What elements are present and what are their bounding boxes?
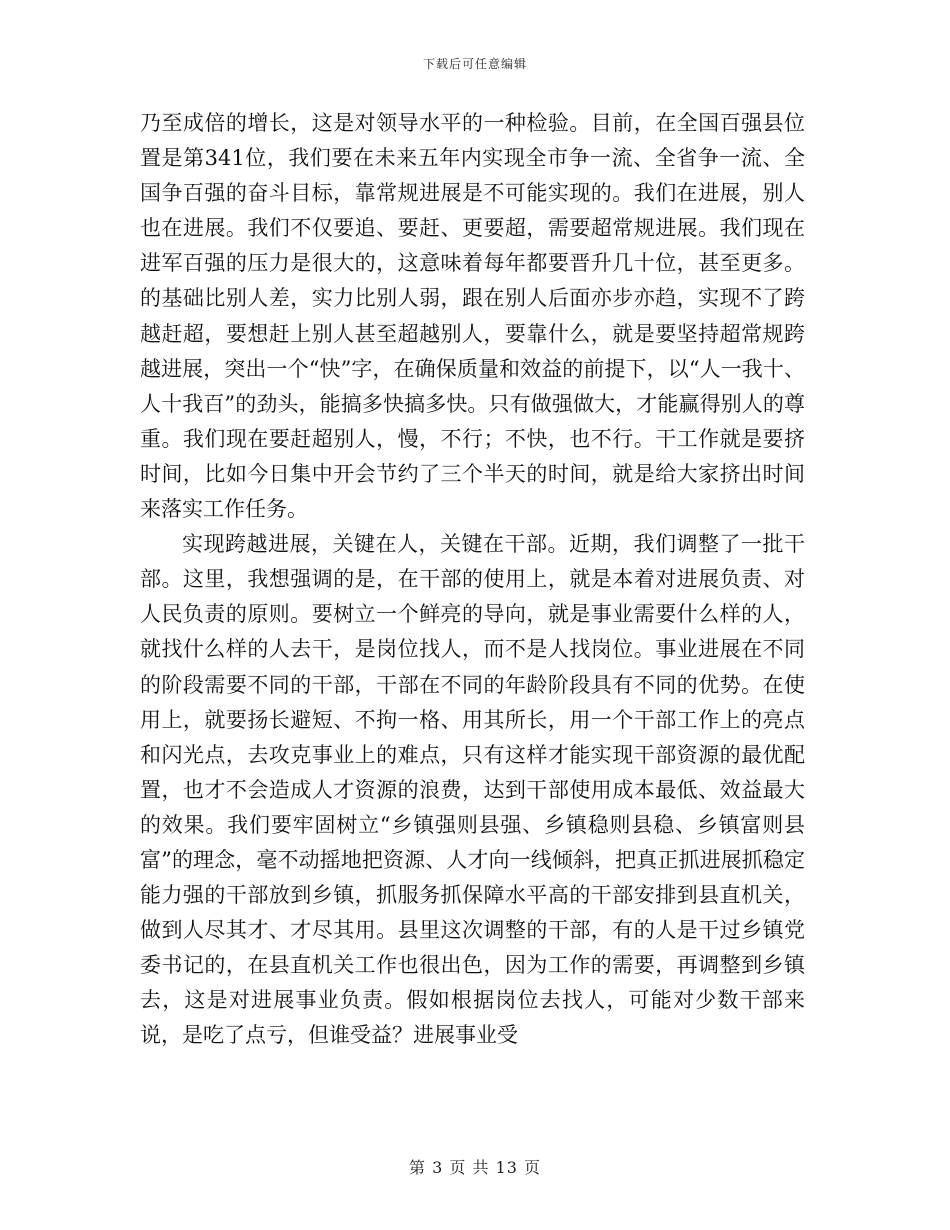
document-body: [140, 106, 805, 1054]
page-header: 下载后可任意编辑: [422, 57, 527, 71]
page-number: 第 3 页 共 13 页: [409, 1158, 541, 1177]
paragraph-2: 实现跨越进展，关键在人，关键在干部。近期，我们调整了一批干部。这里，我想强调的是，在干部的使用上，就是本着对进展负责、对人民负责的原则。要树立一个鲜亮的导向，就是事业需要什么样的人，就找什么样的人去干，是岗位找人，而不是人找岗位。事业进展在不同的阶段需要不同的干部，干部在不同的年龄阶段具有不同的优势。在使用上，就要扬长避短、不拘一格、用其所长，用一个干部工作上的亮点和闪光点，去攻克事业上的难点，只有这样才能实现干部资源的最优配置，也才不会造成人才资源的浪费，达到干部使用成本最低、效益最大的效果。我们要牢固树立“乡镇强则县强、乡镇稳则县稳、乡镇富则县富”的理念，毫不动摇地把资源、人才向一线倾斜，把真正抓进展抓稳定能力强的干部放到乡镇，抓服务抓保障水平高的干部安排到县直机关，做到人尽其才、才尽其用。县里这次调整的干部，有的人是干过乡镇党委书记的，在县直机关工作也很出色，因为工作的需要，再调整到乡镇去，这是对进展事业负责。假如根据岗位去找人，可能对少数干部来说，是吃了点亏，但谁受益？进展事业受: [140, 532, 805, 1048]
paragraph-1: 乃至成倍的增长，这是对领导水平的一种检验。目前，在全国百强县位置是第341位，我们要在未来五年内实现全市争一流、全省争一流、全国争百强的奋斗目标，靠常规进展是不可能实现的。我们在进展，别人也在进展。我们不仅要追、要赶、更要超，需要超常规进展。我们现在进军百强的压力是很大的，这意味着每年都要晋升几十位，甚至更多。的基础比别人差，实力比别人弱，跟在别人后面亦步亦趋，实现不了跨越赶超，要想赶上别人甚至超越别人，要靠什么，就是要坚持超常规跨越进展，突出一个“快”字，在确保质量和效益的前提下，以“人一我十、人十我百”的劲头，能搞多快搞多快。只有做强做大，才能赢得别人的尊重。我们现在要赶超别人，慢，不行；不快，也不行。干工作就是要挤时间，比如今日集中开会节约了三个半天的时间，就是给大家挤出时间来落实工作任务。: [140, 111, 805, 522]
